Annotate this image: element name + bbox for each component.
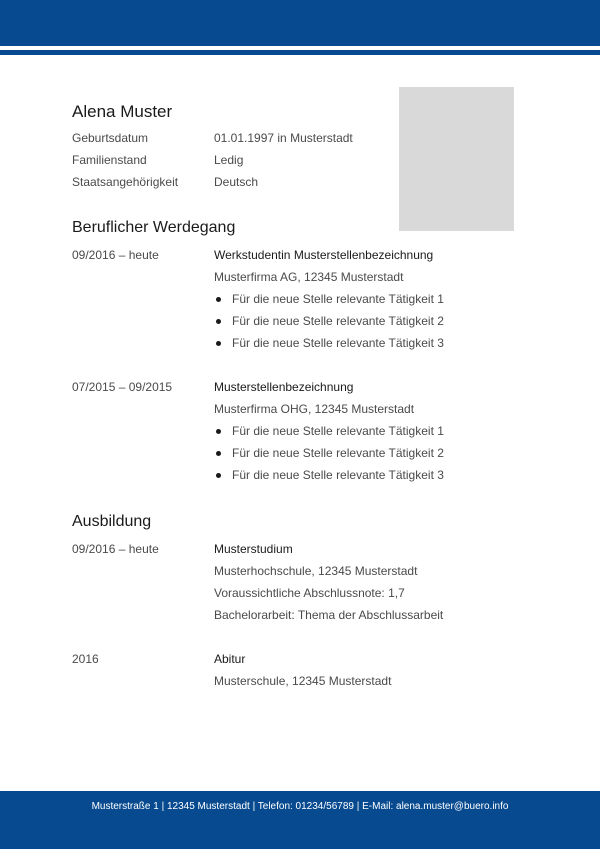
education-date: 09/2016 – heute — [72, 542, 159, 556]
personal-value: 01.01.1997 in Musterstadt — [214, 131, 353, 145]
education-line: Bachelorarbeit: Thema der Abschlussarbeit — [214, 608, 444, 622]
section-title-career: Beruflicher Werdegang — [72, 219, 236, 236]
education-line: Voraussichtliche Abschlussnote: 1,7 — [214, 586, 405, 600]
education-date: 2016 — [72, 652, 99, 666]
education-degree: Abitur — [214, 652, 246, 666]
personal-label: Familienstand — [72, 153, 147, 167]
bullet-icon — [216, 319, 221, 324]
bullet-icon — [216, 473, 221, 478]
career-company: Musterfirma OHG, 12345 Musterstadt — [214, 402, 415, 416]
education-degree: Musterstudium — [214, 542, 293, 556]
section-title-education: Ausbildung — [72, 513, 152, 530]
career-date: 09/2016 – heute — [72, 248, 159, 262]
education-line: Musterschule, 12345 Musterstadt — [214, 674, 392, 688]
bullet-icon — [216, 297, 221, 302]
education-line: Musterhochschule, 12345 Musterstadt — [214, 564, 418, 578]
career-date: 07/2015 – 09/2015 — [72, 380, 173, 394]
personal-label: Staatsangehörigkeit — [72, 175, 179, 189]
bullet-icon — [216, 429, 221, 434]
bullet-icon — [216, 341, 221, 346]
header-band — [0, 0, 600, 46]
career-company: Musterfirma AG, 12345 Musterstadt — [214, 270, 404, 284]
photo-placeholder — [399, 87, 514, 231]
career-position: Musterstellenbezeichnung — [214, 380, 354, 394]
header-stripe — [0, 50, 600, 55]
personal-value: Deutsch — [214, 175, 259, 189]
personal-value: Ledig — [214, 153, 244, 167]
bullet-icon — [216, 451, 221, 456]
footer-contact: Musterstraße 1 | 12345 Musterstadt | Telefon: 01234/56789 | E-Mail: alena.muster@buero.info — [91, 801, 509, 812]
personal-label: Geburtsdatum — [72, 131, 149, 145]
applicant-name: Alena Muster — [72, 102, 173, 121]
career-position: Werkstudentin Musterstellenbezeichnung — [214, 248, 434, 262]
